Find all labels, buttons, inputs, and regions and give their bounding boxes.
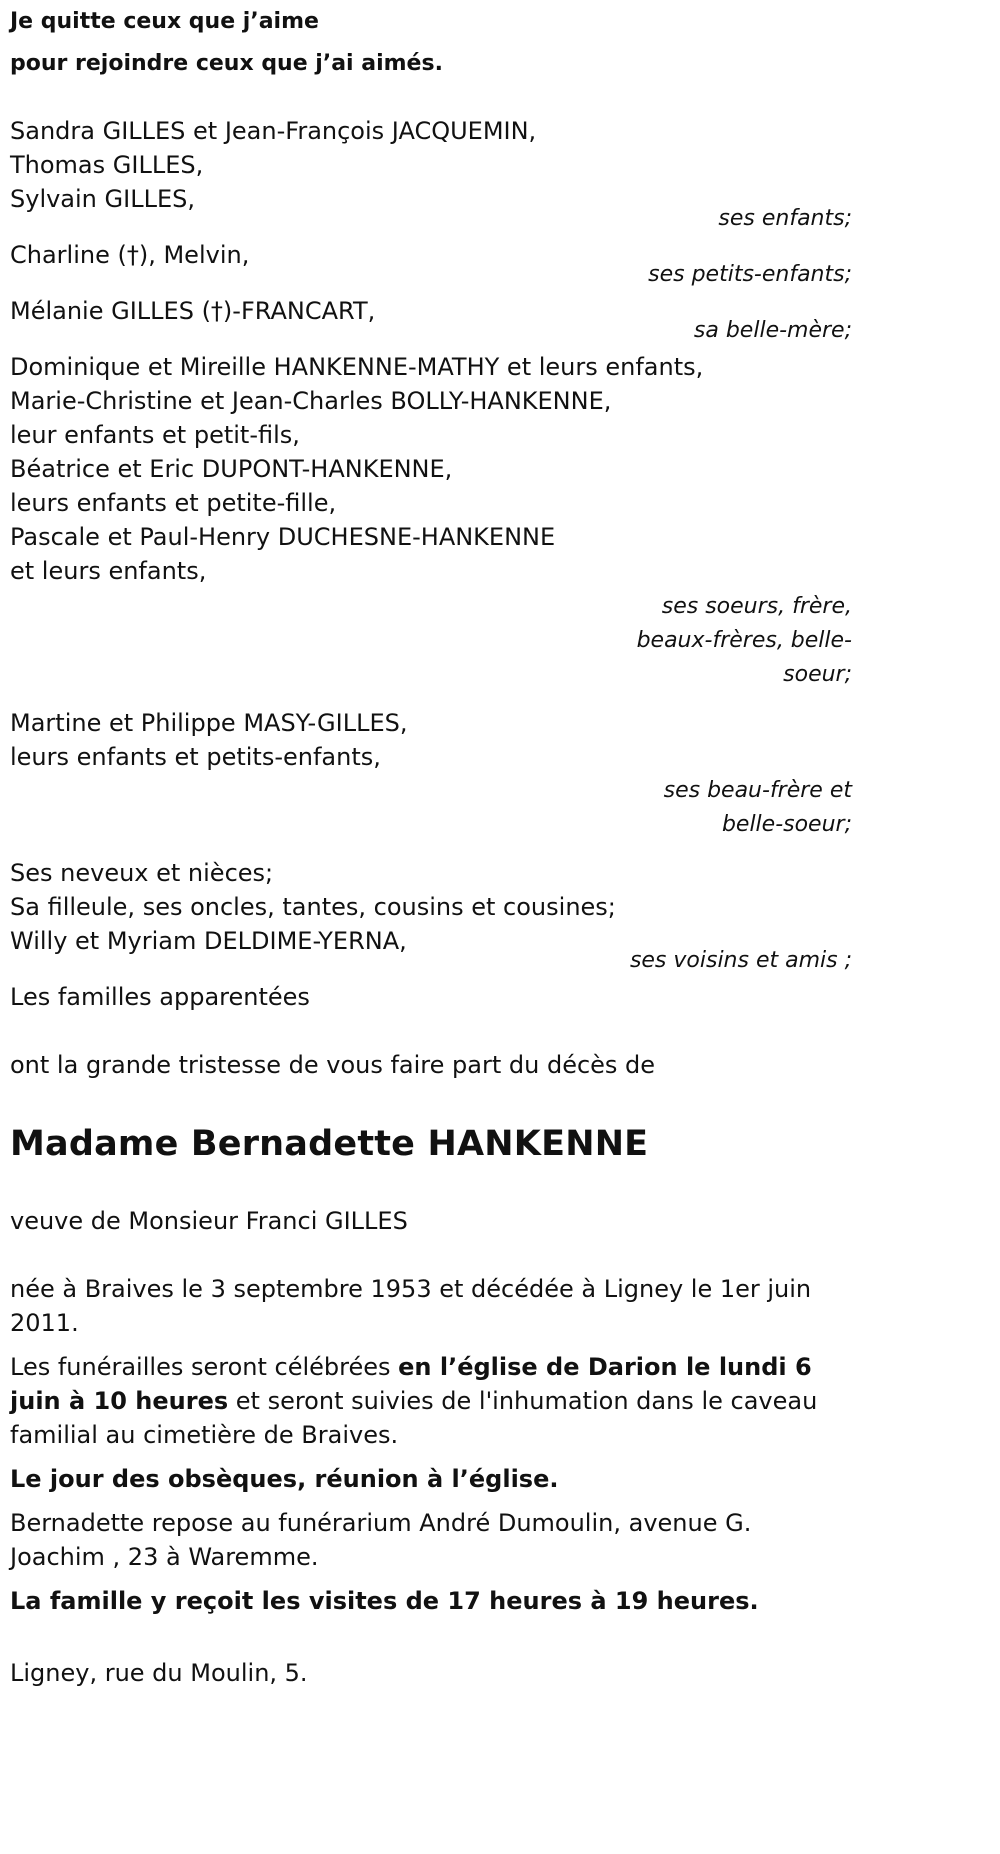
funeral-location-time: en l’église de Darion le lundi 6 juin à 10 heures — [10, 1353, 812, 1415]
family-line: Mélanie GILLES (†)-FRANCART, — [10, 297, 376, 325]
family-group-mother-in-law — [10, 294, 852, 348]
family-line: Marie-Christine et Jean-Charles BOLLY-HANKENNE, — [10, 387, 612, 415]
relation-label: ses enfants; — [718, 206, 852, 231]
family-line: Sylvain GILLES, — [10, 185, 195, 213]
family-group-children — [10, 114, 852, 236]
family-line: Charline (†), Melvin, — [10, 241, 250, 269]
relation-label: ses voisins et amis ; — [629, 948, 852, 973]
address: Ligney, rue du Moulin, 5. — [10, 1659, 308, 1687]
quote-line-1: Je quitte ceux que j’aime — [10, 9, 319, 34]
family-line: leurs enfants et petite-fille, — [10, 489, 337, 517]
funeral-prefix: Les funérailles seront célébrées — [10, 1353, 399, 1381]
relation-line: ses beau-frère et — [663, 778, 852, 803]
family-line: Pascale et Paul-Henry DUCHESNE-HANKENNE — [10, 523, 556, 551]
funeral-suffix: et seront suivies de l'inhumation dans le caveau familial au cimetière de Braives. — [10, 1387, 818, 1449]
birth-death: née à Braives le 3 septembre 1953 et décédée à Ligney le 1er juin 2011. — [10, 1275, 812, 1337]
relation-label — [592, 590, 852, 692]
family-line: et leurs enfants, — [10, 557, 207, 585]
family-line: leurs enfants et petits-enfants, — [10, 743, 381, 771]
quote-line-2: pour rejoindre ceux que j’ai aimés. — [10, 51, 443, 76]
family-group-grandchildren — [10, 238, 852, 292]
family-group-related — [10, 980, 852, 1014]
family-line: Dominique et Mireille HANKENNE-MATHY et leurs enfants, — [10, 353, 704, 381]
family-list — [10, 114, 852, 1014]
family-line: Willy et Myriam DELDIME-YERNA, — [10, 927, 407, 955]
funeral-home: Bernadette repose au funérarium André Dumoulin, avenue G. Joachim , 23 à Waremme. — [10, 1509, 752, 1571]
family-line: leur enfants et petit-fils, — [10, 421, 300, 449]
family-line: Sa filleule, ses oncles, tantes, cousins et cousines; — [10, 893, 616, 921]
family-group-others — [10, 856, 852, 978]
family-line: Béatrice et Eric DUPONT-HANKENNE, — [10, 455, 453, 483]
deceased-name: Madame Bernadette HANKENNE — [10, 1124, 649, 1164]
quote-block — [10, 0, 852, 84]
relation-line: soeur; — [783, 662, 852, 687]
relation-line: ses soeurs, frère, — [661, 594, 852, 619]
relation-label: sa belle-mère; — [693, 318, 852, 343]
family-line: Thomas GILLES, — [10, 151, 204, 179]
meeting-note: Le jour des obsèques, réunion à l’église. — [10, 1465, 559, 1493]
relation-line: beaux-frères, belle- — [636, 628, 852, 653]
family-group-brother-in-law — [10, 706, 852, 842]
family-group-siblings — [10, 350, 852, 692]
relation-label — [592, 774, 852, 842]
widow-of: veuve de Monsieur Franci GILLES — [10, 1207, 408, 1235]
relation-line: belle-soeur; — [721, 812, 852, 837]
family-line: Martine et Philippe MASY-GILLES, — [10, 709, 408, 737]
funeral-info — [10, 1350, 852, 1452]
announcement: ont la grande tristesse de vous faire part du décès de — [10, 1051, 656, 1079]
family-line: Ses neveux et nièces; — [10, 859, 274, 887]
family-line: Sandra GILLES et Jean-François JACQUEMIN, — [10, 117, 537, 145]
related-families: Les familles apparentées — [10, 983, 310, 1011]
relation-label: ses petits-enfants; — [648, 262, 852, 287]
visits-note: La famille y reçoit les visites de 17 heures à 19 heures. — [10, 1587, 759, 1615]
